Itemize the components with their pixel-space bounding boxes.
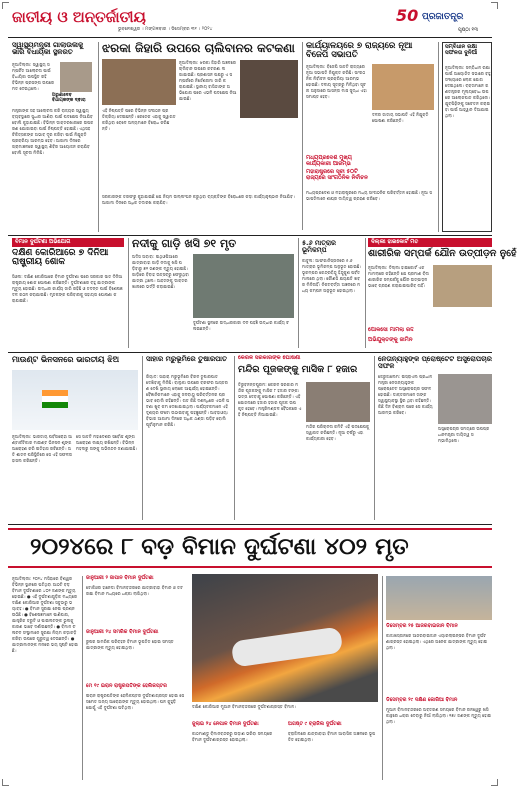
body-text: ଏହି ନିଷ୍ପତ୍ତି ପରେ ବିଭିନ୍ନ ସଂଗଠନ ପ୍ରତିକ୍ରିୟା ଦେଇଛନ୍ତି। କେତେକ ଏହାକୁ ସ୍ୱାଗତ କରିଥିବା ବେଳେ ଅନ୍ୟମାନେ ବିରୋଧ କରିଛନ୍ତି। — [102, 108, 176, 131]
masthead — [8, 6, 492, 36]
portrait-photo — [60, 62, 92, 92]
crop-mark-icon — [2, 779, 9, 786]
mountain-photo — [12, 370, 138, 430]
crop-mark-icon — [491, 2, 498, 9]
banner-col-right — [386, 576, 492, 780]
pm-photo — [438, 374, 492, 424]
body-text: ଦଳର ଜାତୀୟ ସଭାପତି ଏହି ନିଯୁକ୍ତି ଘୋଷଣା କରିଛନ୍ତି। — [372, 112, 429, 123]
headline: ଦକ୍ଷିଣ କୋରିଆରେ ୭ ଦିନିଆ ରାଷ୍ଟ୍ରୀୟ ଶୋକ — [12, 248, 109, 268]
banner-col-3 — [192, 722, 282, 778]
headline: ସ୍ୱାସ୍ଥ୍ୟମନ୍ତ୍ରୀ ଗାଲାଉଳାକୁ ଭାରି ବିଧାୟିକା ସ୍ଥଳରତ — [12, 41, 84, 57]
headline: ଝରକା ଜିହାରି ଉପରେ ଚାଲିବାନର କଟକଣା — [102, 41, 295, 55]
section-rule — [8, 352, 492, 353]
masthead-rule — [8, 37, 492, 38]
story-s10 — [146, 356, 230, 520]
page-number: ପୃଷ୍ଠା ୧୩ — [458, 27, 479, 33]
subhead: ଡିସେମ୍ବର ୨୯ ଦକ୍ଷିଣ କୋରିଆ ବିମାନ — [386, 697, 458, 703]
body-text: ବ୍ରାଜିଲରେ ଯାତ୍ରୀବାହୀ ବିମାନ ଆବାସିକ ଅଞ୍ଚଳରେ ଭୂପତିତ ହୋଇଥିଲା। — [288, 731, 376, 742]
kicker: ବିମାନ ଦୁର୍ଘଟଣା ଅଭିଯୋଗ — [15, 239, 71, 245]
body-text: ନୂଆଦିଲ୍ଲୀ: ବିଜେପି ସାତଟି ରାଜ୍ୟରେ ନୂଆ ସଭାପତି ନିଯୁକ୍ତ କରିଛି। ସାଂଗଠନିକ ନିର୍ବାଚନ ପ୍ରକ୍ରିୟା ଆରମ୍ଭ ହୋଇଛି। ଦଳୀୟ ସୂତ୍ରରୁ ମିଳିଥିବା ସୂଚନା ଅନୁସାରେ ଆସନ୍ତା ମାସ ସୁଦ୍ଧା ଏହା ସମାପ୍ତ ହେବ। — [306, 64, 367, 99]
kicker: ଦିଲ୍ଲୀ ହାଇକୋର୍ଟ ମତ — [371, 239, 419, 245]
column-divider — [302, 42, 303, 230]
body-text: ରିୟାଦ: ସାହାରା ମରୁଭୂମିରେ ବିରଳ ତୁଷାରପାତ ଦେଖିବାକୁ ମିଳିଛି। ବାଲୁକା ଉପରେ ବରଫର ଆସ୍ତରଣ ଦେଖି ସ୍ଥାନୀୟ ଲୋକେ ଆଶ୍ଚର୍ଯ୍ୟ ହୋଇଛନ୍ତି। ବୈଜ୍ଞାନିକମାନେ ଏହାକୁ ଜଳବାୟୁ ପରିବର୍ତ୍ତନର ପ୍ରଭାବ ବୋଲି କହିଛନ୍ତି। ଗତ କିଛି ଦଶନ୍ଧିରେ ଏଭଳି ଘଟଣା ଖୁବ କମ ଦେଖାଯାଇଥିଲା। ପର୍ଯ୍ୟଟକମାନେ ଏହି ଦୃଶ୍ୟର ଫଟୋ ଉଠାଇବାକୁ ପହଞ୍ଚୁଛନ୍ତି। ଆବହାଓୟା ବିଭାଗ ଆଗାମୀ ଦିନରେ ଅଧିକ ଥଣ୍ଡା ପଡ଼ିବ ବୋଲି ପୂର୍ବାନୁମାନ କରିଛି। — [146, 374, 230, 427]
brand-name: ପ୍ରଜାତନ୍ତ୍ର — [422, 12, 464, 22]
body-text: ରୁଷର ସାମରିକ ପରିବହନ ବିମାନ ଭୂପତିତ ହୋଇ ସମସ୍ତ ଯାତ୍ରୀଙ୍କ ମୃତ୍ୟୁ ହୋଇଥିଲା। — [86, 639, 174, 650]
story-s5 — [12, 238, 124, 348]
subhead: ଅଭିଯୁକ୍ତଙ୍କୁ ଜାମିନ — [368, 337, 413, 343]
subhead: ମଧ୍ୟପ୍ରଦେଶ ମୁଖ୍ୟ କାର୍ଯ୍ୟକାରୀ ଆରମ୍ଭ — [306, 155, 352, 167]
column-divider — [98, 42, 99, 232]
section-rule — [8, 235, 492, 236]
photo-caption: ଅରୁଣାଦେବ ବିଧାୟକଙ୍କ ଦ୍ଵାରା — [52, 93, 86, 103]
dateline: ଭୁବନେଶ୍ୱର । ମଙ୍ଗଳବାର । ଡିସେମ୍ବର ୩୧ । ୨୦୨୪ — [118, 27, 213, 32]
body-text: ତିରୁବନନ୍ତପୁରମ: କେରଳ ସରକାର ମନ୍ଦିର ପୂଜକଙ୍କୁ ମାସିକ ୮ ହଜାର ଟଙ୍କା ଭତ୍ତା ଦେବାକୁ ଘୋଷଣା କରିଛନ୍ତି। ଏହି ଯୋଜନାରେ ହଜାର ହଜାର ପୂଜକ ଉପକୃତ ହେବେ। ମନ୍ତ୍ରିମଣ୍ଡଳ ବୈଠକରେ ଏହି ନିଷ୍ପତ୍ତି ନିଆଯାଇଛି। — [238, 382, 302, 417]
body-text: ଟୋକିଓର ହାନେଡା ବିମାନବନ୍ଦରରେ ଯାତ୍ରୀବାହୀ ବିମାନ ଓ ତଟରକ୍ଷୀ ବିମାନ ମଧ୍ୟରେ ଧକ୍କା ଲାଗିଥିଲା। — [86, 585, 183, 596]
headline: କାର୍ଯ୍ୟାଳୟରେ ୭ ରାଜ୍ୟରେ ନୂଆ ବିଜେପି ସଭାପତି — [306, 41, 413, 60]
body-text: ନୂଆଦିଲ୍ଲୀ: ସ୍ୱାସ୍ଥ୍ୟ ସମ୍ପର୍କିତ ଆଲୋଚନା ପାଇଁ ବିଧାୟିକା ଉପସ୍ଥିତ ରହି ବିଭିନ୍ନ ପ୍ରସଙ୍ଗ ଉପରେ ମତ ଦେଇଥିଲେ। — [12, 62, 55, 91]
photo-caption: ଦକ୍ଷିଣ କୋରିଆର ମୁଆନ ବିମାନବନ୍ଦରରେ ଦୁର୍ଘଟଣାଗ୍ରସ୍ତ ବିମାନ। — [192, 704, 296, 709]
body-text: ଦୁର୍ଘଟଣା ସ୍ଥଳରେ ଉଦ୍ଧାରକାରୀ ଦଳ ପହଞ୍ଚି ଉଦ୍ଧାର କାର୍ଯ୍ୟ ଚଳାଇଛନ୍ତି। — [193, 320, 290, 331]
story-s6 — [132, 238, 294, 348]
body-text: ଜେରୁଜାଲେମ: ଇସ୍ରାଏଲ ପ୍ରଧାନମନ୍ତ୍ରୀ ନେତାନ୍ୟାହୁଙ୍କ ପ୍ରୋଷ୍ଟେଟ ଅସ୍ତ୍ରୋପଚାର ସଫଳ ହୋଇଛି। ଡାକ୍ତରମାନେ ତାଙ୍କ ସ୍ୱାସ୍ଥ୍ୟାବସ୍ଥା ସ୍ଥିର ଥିବା କହିଛନ୍ତି। କିଛି ଦିନ ବିଶ୍ରାମ ପରେ ସେ କାର୍ଯ୍ୟ ଆରମ୍ଭ କରିବେ। — [378, 374, 433, 415]
column-divider — [234, 356, 235, 520]
subhead: ଜୁଲାଇ ୨୪ ନେପାଳ ବିମାନ ଦୁର୍ଘଟଣା — [192, 721, 259, 727]
story-s12 — [378, 356, 492, 520]
body-text: ଇରାନ ରାଷ୍ଟ୍ରପତିଙ୍କ ହେଲିକପ୍ଟର ଦୁର୍ଘଟଣାଗ୍ରସ୍ତ ହୋଇ ସେ ସମେତ ଅନ୍ୟ ଆରୋହୀଙ୍କ ମୃତ୍ୟୁ ହୋଇଥିଲା। ଘନ କୁହୁଡ଼ି ଯୋଗୁଁ ଏହି ଦୁର୍ଘଟଣା ଘଟିଥିଲା। — [86, 693, 185, 710]
headline: ୫.୬ ମାତ୍ରାର ଭୂମିକମ୍ପ — [302, 239, 336, 254]
leader-photo — [372, 64, 434, 110]
priest-photo — [306, 382, 370, 422]
crop-mark-icon — [491, 779, 498, 786]
banner-headline: ୨୦୨୪ରେ ୮ ବଡ଼ ବିମାନ ଦୁର୍ଘଟଣା ୪୦୨ ମୃତ — [30, 534, 409, 560]
body-text: ନୂଆଦିଲ୍ଲୀ: ସମ୍ବିଧାନ ରକ୍ଷା ପାଇଁ ଆୟୋଜିତ ସଭାରେ ବହୁ ସଂଖ୍ୟାରେ ଲୋକ ଯୋଗ ଦେଇଥିଲେ। ବକ୍ତାମାନେ ଗଣତନ୍ତ୍ରର ମୂଲ୍ୟବୋଧ ଉପରେ ଆଲୋକପାତ କରିଥିଲେ। ଯୁବପିଢ଼ିଙ୍କୁ ସଚେତନ କରାଇବା ପାଇଁ ଆହ୍ୱାନ ଦିଆଯାଇଥିଲା। — [445, 65, 491, 118]
subhead: ଜାନୁଆରୀ ୨ ଜାପାନ ବିମାନ ଦୁର୍ଘଟଣା — [86, 575, 154, 581]
story-s3 — [306, 42, 434, 232]
body-text: କାବୁଲ: ଆଫଗାନିସ୍ତାନରେ ୫.୬ ମାତ୍ରାର ଭୂମିକମ୍ପ ଅନୁଭୂତ ହୋଇଛି। ଭୂକମ୍ପର କେନ୍ଦ୍ରବିନ୍ଦୁ ହିନ୍ଦୁକୁଶ ପର୍ବତମାଳାରେ ଥିଲା। କୌଣସି କ୍ଷୟକ୍ଷତି ଖବର ମିଳିନାହିଁ। ନିକଟବର୍ତ୍ତୀ ଅଞ୍ଚଳରେ ମଧ୍ୟ କମ୍ପନ ଅନୁଭୂତ ହୋଇଥିଲା। — [302, 258, 362, 293]
flag-icon — [42, 390, 68, 408]
section-rule — [8, 524, 492, 525]
aircraft-fuselage-shape — [231, 626, 344, 667]
body-text: ମନ୍ତ୍ରୀଙ୍କ ସହ ଆଲୋଚନା କରି ରାଜ୍ୟର ସ୍ୱାସ୍ଥ୍ୟ ବ୍ୟବସ୍ଥାରେ ସୁଧାର ଆଣିବା ପାଇଁ ପଦକ୍ଷେପ ନିଆଯିବ ବୋଲି କୁହାଯାଇଛି। ବିଭିନ୍ନ ଡାକ୍ତରଖାନାରେ ଉପକରଣ ଯୋଗାଇବା ପାଇଁ ନିଷ୍ପତ୍ତି ହୋଇଛି। ଏଥିସହ ଚିକିତ୍ସକଙ୍କ ଅଭାବ ଦୂର କରିବା ପାଇଁ ନିଯୁକ୍ତି ପ୍ରକ୍ରିୟା ଆରମ୍ଭ ହେବ। ଆଗାମୀ ଦିନରେ ଗ୍ରାମାଞ୍ଚଳରେ ସ୍ୱାସ୍ଥ୍ୟ ଶିବିର ଆୟୋଜନ କରାଯିବ ବୋଲି ସୂଚନା ମିଳିଛି। — [12, 108, 94, 155]
body-text: ସିଓଲ: ଦକ୍ଷିଣ କୋରିଆରେ ବିମାନ ଦୁର୍ଘଟଣା ପରେ ସରକାର ସାତ ଦିନିଆ ରାଷ୍ଟ୍ରୀୟ ଶୋକ ଘୋଷଣା କରିଛନ୍ତି। ଦୁର୍ଘଟଣାରେ ବହୁ ଯାତ୍ରୀଙ୍କ ମୃତ୍ୟୁ ହୋଇଛି। ଉଦ୍ଧାର କାର୍ଯ୍ୟ ଜାରି ରହିଛି ଓ ତଦନ୍ତ ପାଇଁ ବିଶେଷଜ୍ଞ ଦଳ ଗଠନ କରାଯାଇଛି। ମୃତକଙ୍କ ପରିବାରକୁ ସହାୟତା ଘୋଷଣା କରାଯାଇଛି। — [12, 274, 123, 303]
kicker: କେରଳ ସରକାରଙ୍କ ଘୋଷଣା — [238, 355, 301, 361]
body-text: ଅଦିସ ଅବାବା: ଇଥିଓପିଆରେ ଯାତ୍ରୀବାହୀ ଗାଡ଼ି ନଦୀକୁ ଖସି ପଡ଼ିବାରୁ ୭୧ ଜଣଙ୍କ ମୃତ୍ୟୁ ହୋଇଛି। ଗାଡ଼ିରେ ବିବାହ ଉତ୍ସବରୁ ଫେରୁଥିବା ଯାତ୍ରୀ ଥିଲେ। ଆହତଙ୍କୁ ଡାକ୍ତରଖାନାରେ ଭର୍ତ୍ତି କରାଯାଇଛି। — [132, 254, 190, 289]
wreck-photo — [386, 576, 492, 620]
subhead: ମେ ୧୯ ଇରାନ ରାଷ୍ଟ୍ରପତିଙ୍କ ହେଲିକପ୍ଟର — [86, 683, 167, 689]
body-text: କାଜାଖସ୍ତାନରେ ଆଜରବାଇଜାନ ଏୟାରଲାଇନ୍ସର ବିମାନ ଦୁର୍ଘଟଣାଗ୍ରସ୍ତ ହୋଇଥିଲା। ଏଥିରେ ଅନେକ ଯାତ୍ରୀଙ୍କ ମୃତ୍ୟୁ ହୋଇଥିଲା। — [386, 633, 488, 650]
subhead: ଅଗଷ୍ଟ ୯ ବ୍ରାଜିଲ ଦୁର୍ଘଟଣା — [288, 721, 342, 727]
headline: ନେତାନ୍ୟାହୁଙ୍କ ପ୍ରୋଷ୍ଟେଟ ଅସ୍ତ୍ରୋପଚାର ସଫଳ — [378, 355, 492, 371]
subhead: ଡିସେମ୍ବର ୨୫ ଆଜରବାଇଜାନ ବିମାନ — [386, 623, 458, 629]
body-text: ମନ୍ଦିର ପରିଚାଳନା କମିଟି ଏହି ପଦକ୍ଷେପକୁ ସ୍ୱାଗତ କରିଛନ୍ତି। ନୂଆ ବର୍ଷରୁ ଏହା କାର୍ଯ୍ୟକାରୀ ହେବ। — [306, 424, 370, 441]
headline: ମନ୍ଦିର ପୂଜକଙ୍କୁ ମାସିକ ୮ ହଜାର — [238, 364, 358, 375]
body-text: ନୂଆଦିଲ୍ଲୀ: ୨୦୨୪ ମସିହାରେ ବିଶ୍ୱର ବିଭିନ୍ନ ସ୍ଥାନରେ ଘଟିଥିବା ଆଠଟି ବଡ଼ ବିମାନ ଦୁର୍ଘଟଣାରେ ୪୦୨ ଜଣଙ୍କ ମୃତ୍ୟୁ ହୋଇଛି। ● ଏହି ଦୁର୍ଘଟଣାଗୁଡ଼ିକ ମଧ୍ୟରେ ଦକ୍ଷିଣ କୋରିଆର ଦୁର୍ଘଟଣା ସବୁଠାରୁ ଭୟାବହ। ● ବିମାନ ସୁରକ୍ଷା ନେଇ ପ୍ରଶ୍ନ ଉଠିଛି। ● ବିଶେଷଜ୍ଞମାନେ ପାଣିପାଗ, ଯାନ୍ତ୍ରିକ ତ୍ରୁଟି ଓ ପାଇଲଟଙ୍କ ଭୁଲକୁ କାରଣ ଭାବେ ଦର୍ଶାଇଛନ୍ତି। ● ବିମାନ ଚଳାଚଳ ସଂସ୍ଥାମାନେ ସୁରକ୍ଷା ନିୟମ କଡ଼ାକଡ଼ି କରିବା ଉପରେ ଗୁରୁତ୍ୱ ଦେଉଛନ୍ତି। ● ଯାତ୍ରୀମାନଙ୍କ ମନରେ ଭୟ ସୃଷ୍ଟି ହୋଇଛି। — [12, 576, 79, 653]
story-s1 — [12, 42, 94, 232]
column-divider — [298, 238, 299, 348]
body-text: ନୂଆଦିଲ୍ଲୀ: ଭାରତୀୟ ପର୍ବତାରୋହୀ ଆଣ୍ଟାର୍କଟିକାର ମାଉଣ୍ଟ ଭିନସନ ଶୃଙ୍ଗ ଆରୋହଣ କରି ଇତିହାସ ରଚିଛନ୍ତି। ଅତି ଶୀତଳ ପରିସ୍ଥିତିରେ ସେ ଏହି ସଫଳତା ହାସଲ କରିଛନ୍ତି। — [12, 434, 73, 463]
body-text: ନୂଆଦିଲ୍ଲୀ: ଝରକା ଜିହାରି ଅଞ୍ଚଳରେ ଚାଲିବାନ ଉପରେ କଟକଣା ଲଗାଯାଇଛି। ପ୍ରଶାସନ ପକ୍ଷରୁ ଏ ସମ୍ପର୍କରେ ନିର୍ଦ୍ଦେଶନାମା ଜାରି କରାଯାଇଛି। ସ୍ଥାନୀୟ ବାସିନ୍ଦାଙ୍କ ଅଭିଯୋଗ ପରେ ଏଭଳି ପଦକ୍ଷେପ ନିଆଯାଇଛି। — [179, 60, 237, 101]
headline: ମାଉଣ୍ଟ ଭିନସନରେ ଭାରତୀୟ ଝିଅ — [12, 355, 120, 364]
headline: ଶାରୀରିକ ସମ୍ପର୍କ ଯୌନ ଉତ୍ପୀଡ଼ନ ନୁହେଁ — [368, 248, 517, 259]
body-text: ସେ ସାତଟି ମହାଦେଶର ସର୍ବୋଚ୍ଚ ଶୃଙ୍ଗ ଆରୋହଣ ଲକ୍ଷ୍ୟ ରଖିଛନ୍ତି। ବିଭିନ୍ନ ମହଲରୁ ତାଙ୍କୁ ଅଭିନନ୍ଦନ ଜଣାଯାଇଛି। — [76, 434, 138, 451]
court-photo — [433, 265, 492, 307]
banner-col-2 — [86, 576, 186, 780]
crash-photo — [192, 574, 378, 702]
window-photo — [240, 60, 298, 118]
news-photo — [102, 59, 176, 105]
column-divider — [374, 356, 375, 520]
column-divider — [128, 238, 129, 348]
column-divider — [142, 356, 143, 520]
anniversary-logo: 50 — [396, 6, 419, 25]
headline: ସମ୍ବିଧାନ ରକ୍ଷା ସଫଳତା ଦୁନିଆଁ — [445, 44, 478, 56]
story-s2 — [102, 42, 298, 230]
headline: ନଦୀକୁ ଗାଡ଼ି ଖସି ୭୧ ମୃତ — [132, 237, 237, 250]
section-title: ଜାତୀୟ ଓ ଅନ୍ତର୍ଜାତୀୟ — [12, 8, 146, 26]
column-divider — [438, 42, 439, 232]
banner-col-left — [12, 576, 78, 776]
column-divider — [382, 576, 383, 780]
accident-photo — [193, 254, 294, 318]
banner-headline-block — [8, 528, 492, 570]
subhead: ମହାରାଷ୍ଟ୍ରରେ ସୂଚୀ ୫୦ଟି ରାଜ୍ୟରେ ସାଂଗଠନିକ ନିର୍ବାଚନ — [306, 169, 368, 181]
body-text: ମୁଆନ ବିମାନବନ୍ଦରରେ ଅବତରଣ ସମୟରେ ବିମାନ ରନୱେରୁ ଖସି କାନ୍ଥରେ ଧକ୍କା ଦେବାରୁ ନିଆଁ ଲାଗିଥିଲା। ୧୭୯ ଜଣଙ୍କ ମୃତ୍ୟୁ ହୋଇଥିଲା। — [386, 707, 492, 724]
body-text: ନୂଆଦିଲ୍ଲୀ: ଦିଲ୍ଲୀ ହାଇକୋର୍ଟ ଏକ ମାମଲାରେ କହିଛନ୍ତି ଯେ ପ୍ରମାଣ ବିନା ଶାରୀରିକ ସମ୍ପର୍କକୁ ଯୌନ ଉତ୍ପୀଡ଼ନ ଭାବେ ଗ୍ରହଣ କରାଯାଇପାରିବ ନାହିଁ। — [368, 265, 429, 288]
subhead: ଜାନୁଆରୀ ୨୪ ସମରିକ ବିମାନ ଦୁର୍ଘଟଣା — [86, 629, 159, 635]
headline: ସାହାର ମରୁଭୂମିରେ ତୁଷାରପାତ — [146, 355, 227, 363]
story-s11 — [238, 356, 370, 520]
banner-col-4 — [288, 722, 378, 778]
story-s8 — [306, 238, 517, 350]
story-s4 — [442, 42, 492, 232]
body-text: କାଠମାଣ୍ଡୁ ବିମାନବନ୍ଦରରୁ ଉଡ଼ାଣ ଭରିବା ସମୟରେ ବିମାନ ଦୁର୍ଘଟଣାଗ୍ରସ୍ତ ହୋଇଥିଲା। — [192, 731, 273, 742]
body-text: ମଧ୍ୟପ୍ରଦେଶ ଓ ମହାରାଷ୍ଟ୍ରରେ ମଧ୍ୟ ସାଂଗଠନିକ ପରିବର୍ତ୍ତନ ହୋଇଛି। ନୂଆ ସଭାପତିମାନେ ଶୀଘ୍ର ଦାୟିତ୍ୱ ଗ୍ରହଣ କରିବେ। — [306, 190, 433, 201]
subhead: ପୋକସୋ ମାମଲା ରଦ୍ଦ — [368, 327, 414, 333]
column-divider — [82, 576, 83, 780]
body-text: ସରକାରଙ୍କ ତରଫରୁ କୁହାଯାଇଛି ଯେ ନିୟମ ଉଲ୍ଲଂଘନ କରୁଥିବା ବ୍ୟକ୍ତିଙ୍କ ବିରୋଧରେ କଡ଼ା କାର୍ଯ୍ୟାନୁଷ୍ଠାନ ନିଆଯିବ। ଆଗାମୀ ଦିନରେ ଅଧିକ ତଦାରଖ କରାଯିବ। — [102, 194, 295, 205]
story-s9 — [12, 356, 138, 520]
body-text: ଅସ୍ତ୍ରୋପଚାର ସମୟରେ ଉପପ୍ରଧାନମନ୍ତ୍ରୀ ଦାୟିତ୍ୱ ସମ୍ଭାଳିଥିଲେ। — [438, 426, 490, 443]
